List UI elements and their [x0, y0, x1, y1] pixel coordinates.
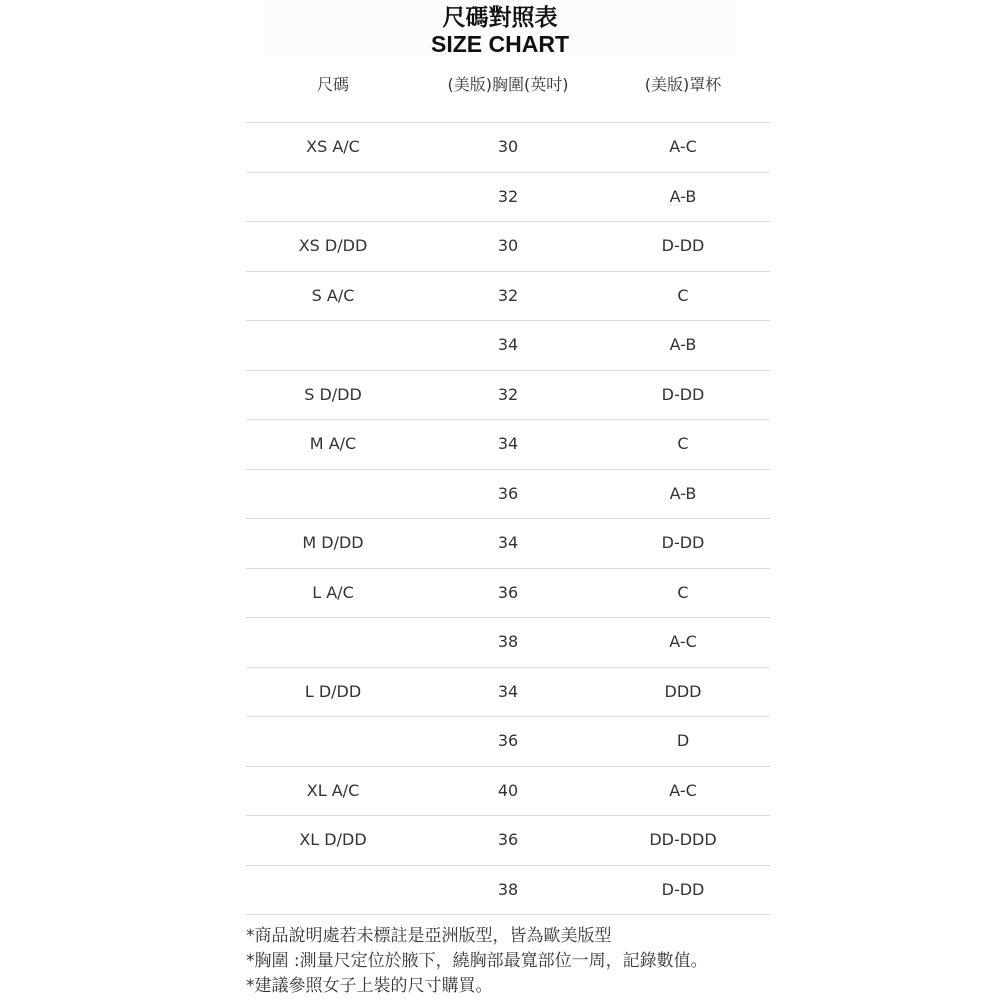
bust-cell: 30: [497, 236, 519, 255]
table-row: [246, 222, 770, 272]
bust-cell: 34: [497, 681, 519, 701]
cup-cell: C: [677, 285, 689, 305]
cup-cell: A-C: [669, 632, 697, 651]
size-cell: L D/DD: [304, 681, 362, 701]
bust-cell: 38: [497, 632, 519, 651]
note: *建議參照女子上裝的尺寸購買。: [246, 976, 493, 996]
bust-cell: 36: [497, 582, 519, 602]
cup-cell: DDD: [664, 681, 702, 701]
cup-cell: D-DD: [661, 879, 705, 899]
size-cell: L A/C: [312, 582, 354, 602]
cup-cell: D-DD: [661, 384, 705, 404]
note: *商品說明處若未標註是亞洲版型，皆為歐美版型: [246, 926, 612, 946]
table-row: [246, 420, 770, 470]
table-row: [246, 668, 770, 718]
bust-cell: 32: [497, 186, 519, 206]
title-chinese: 尺碼對照表: [442, 4, 558, 30]
table-row: [246, 816, 770, 866]
cup-cell: A-B: [669, 335, 697, 354]
size-table: [246, 122, 770, 915]
bust-cell: 32: [497, 285, 519, 305]
bust-cell: 38: [497, 879, 519, 899]
bust-cell: 30: [497, 137, 519, 156]
cup-cell: DD-DDD: [649, 830, 717, 849]
cup-cell: A-C: [669, 137, 697, 156]
cup-cell: A-B: [669, 186, 697, 206]
header-cup: (美版)罩杯: [644, 75, 722, 94]
cup-cell: C: [677, 582, 689, 602]
size-cell: M D/DD: [302, 533, 364, 552]
title-english: SIZE CHART: [431, 31, 569, 57]
bust-cell: 40: [497, 780, 519, 800]
bust-cell: 36: [497, 830, 519, 849]
table-row: [246, 866, 770, 916]
table-row: [246, 470, 770, 520]
header-bust: (美版)胸圍(英吋): [447, 75, 569, 94]
table-row: [246, 272, 770, 322]
table-row: [246, 371, 770, 421]
size-cell: S A/C: [311, 285, 355, 305]
size-cell: M A/C: [309, 434, 357, 453]
bust-cell: 34: [497, 533, 519, 552]
bust-cell: 34: [497, 335, 519, 354]
title-block: [265, 0, 735, 56]
table-row: [246, 321, 770, 371]
size-cell: XS A/C: [306, 137, 360, 156]
bust-cell: 34: [497, 434, 519, 453]
cup-cell: A-C: [669, 780, 697, 800]
cup-cell: A-B: [669, 483, 697, 503]
cup-cell: D: [676, 731, 690, 750]
table-row: [246, 717, 770, 767]
note: *胸圍 :測量尺定位於腋下，繞胸部最寬部位一周，記錄數值。: [246, 951, 708, 971]
notes: [246, 924, 708, 999]
bust-cell: 36: [497, 483, 519, 503]
header-size: 尺碼: [316, 75, 349, 94]
cup-cell: C: [677, 434, 689, 453]
table-row: [246, 123, 770, 173]
table-row: [246, 519, 770, 569]
table-header: [246, 72, 770, 98]
size-cell: XS D/DD: [298, 236, 368, 255]
size-cell: XL A/C: [306, 780, 360, 800]
table-row: [246, 767, 770, 817]
table-row: [246, 173, 770, 223]
size-cell: XL D/DD: [299, 830, 367, 849]
bust-cell: 32: [497, 384, 519, 404]
cup-cell: D-DD: [661, 533, 705, 552]
cup-cell: D-DD: [661, 236, 705, 255]
bust-cell: 36: [497, 731, 519, 750]
table-row: [246, 618, 770, 668]
size-cell: S D/DD: [304, 384, 362, 404]
table-row: [246, 569, 770, 619]
